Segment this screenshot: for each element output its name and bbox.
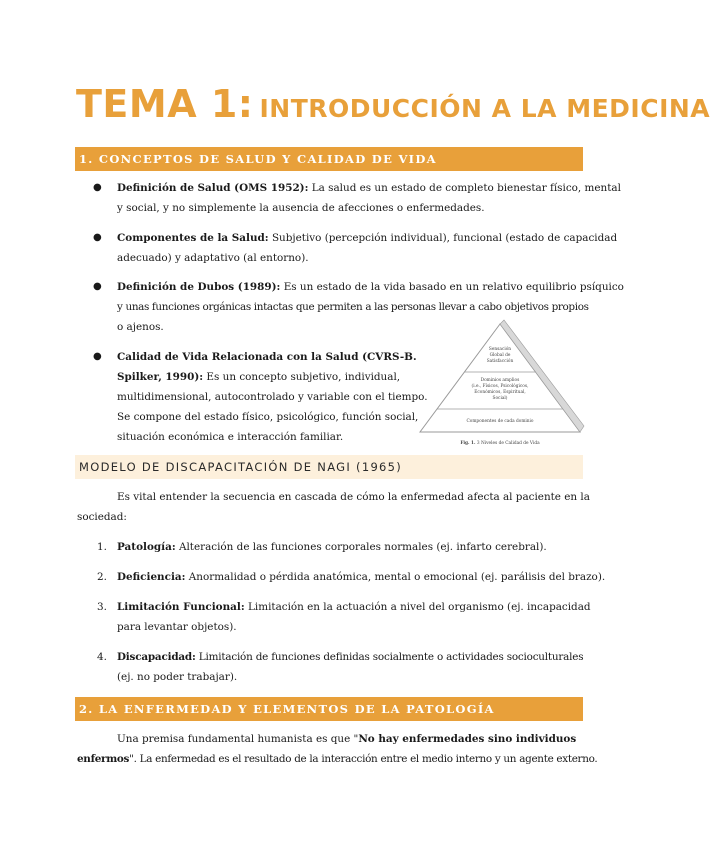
quality-of-life-pyramid [416, 320, 584, 450]
list-item: Definición de Dubos (1989): Es un estado de la vida basado en un relativo equilibrio psíquico y unas funciones orgánicas intactas que permiten a las personas llevar a cabo objetivos propios o ajenos. [117, 281, 624, 333]
bullet-term: Definición de Dubos (1989): [117, 281, 281, 293]
list-item: Deficiencia: Anormalidad o pérdida anatómica, mental o emocional (ej. parálisis del brazo). [117, 571, 606, 583]
list-item: Definición de Salud (OMS 1952): La salud es un estado de completo bienestar físico, mental y social, y no simplemente la ausencia de afecciones o enfermedades. [117, 182, 621, 214]
item-number: 2. [97, 571, 107, 583]
pyramid-top-line: Satisfacción [486, 359, 514, 364]
item-number: 4. [97, 651, 107, 663]
page-title [76, 82, 710, 126]
pyramid-middle-line: Dominios amplios [480, 378, 520, 383]
bullet-icon: ● [93, 351, 102, 362]
section2-paragraph: Una premisa fundamental humanista es que "No hay enfermedades sino individuos enfermos". La enfermedad es el resultado de la interacción entre el medio interno y un agente externo. [77, 733, 598, 765]
item-term: Deficiencia: [117, 571, 186, 583]
bullet-term: Calidad de Vida Relacionada con la Salud (CVRS-B. [117, 351, 417, 363]
pyramid-middle-line: Social) [492, 396, 508, 401]
nagi-intro: Es vital entender la secuencia en cascada de cómo la enfermedad afecta al paciente en la sociedad: [77, 491, 590, 523]
bullet-icon: ● [93, 182, 102, 193]
item-term: Discapacidad: [117, 651, 196, 663]
pyramid-top-line: Sensación [488, 347, 512, 352]
title-main: TEMA 1: [76, 82, 254, 126]
list-item: Calidad de Vida Relacionada con la Salud (CVRS-B. Spilker, 1990): Es un concepto subjetivo, individual, multidimensional, autocontrolado y variable con el tiempo. Se compone del estado físico, psicológico, función social, situación económica e interacción familiar. [117, 351, 428, 443]
nagi-heading: MODELO DE DISCAPACITACIÓN DE NAGI (1965) [75, 455, 583, 479]
list-item: Componentes de la Salud: Subjetivo (percepción individual), funcional (estado de capacidad adecuado) y adaptativo (al entorno). [117, 232, 618, 264]
title-sub: INTRODUCCIÓN A LA MEDICINA [259, 94, 710, 123]
pyramid-caption: Fig. 1. 3 Niveles de Calidad de Vida [460, 441, 540, 446]
item-number: 1. [97, 541, 107, 553]
pyramid-top-line: Global de [489, 353, 511, 358]
bullet-icon: ● [93, 281, 102, 292]
bullet-term: Componentes de la Salud: [117, 232, 269, 244]
pyramid-bottom-label: Componentes de cada dominio [466, 419, 534, 424]
pyramid-middle-line: Económicos, Espiritual, [474, 390, 526, 395]
item-term: Limitación Funcional: [117, 601, 245, 613]
list-item: Limitación Funcional: Limitación en la actuación a nivel del organismo (ej. incapacidad para levantar objetos). [117, 601, 591, 633]
section2-heading: 2. LA ENFERMEDAD Y ELEMENTOS DE LA PATOLOGÍA [75, 697, 583, 721]
list-item: Patología: Alteración de las funciones corporales normales (ej. infarto cerebral). [117, 541, 547, 553]
bullet-term: Definición de Salud (OMS 1952): [117, 182, 309, 194]
item-number: 3. [97, 601, 107, 613]
section1-heading: 1. CONCEPTOS DE SALUD Y CALIDAD DE VIDA [75, 147, 583, 171]
item-term: Patología: [117, 541, 176, 553]
bullet-icon: ● [93, 232, 102, 243]
list-item: Discapacidad: Limitación de funciones definidas socialmente o actividades socioculturales (ej. no poder trabajar). [117, 651, 584, 683]
pyramid-middle-line: (i.e., Físicos, Psicológicos, [471, 384, 529, 389]
